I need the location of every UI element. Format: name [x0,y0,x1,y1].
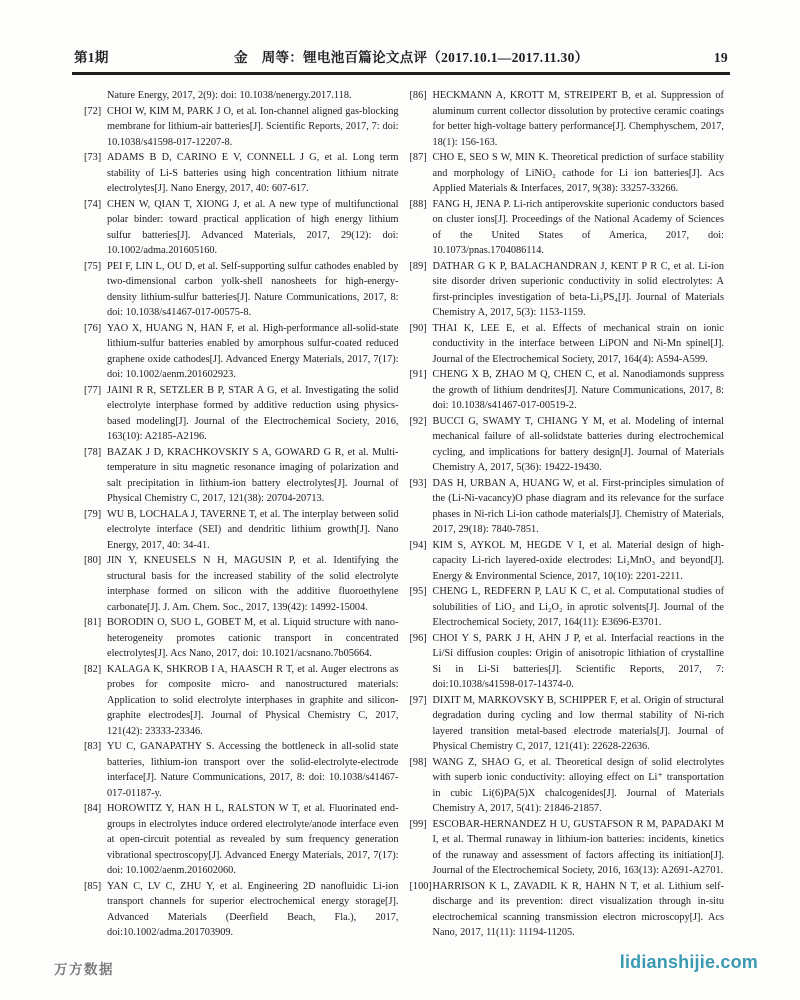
reference-item [410,321,725,368]
reference-item [84,507,399,554]
reference-item [84,879,399,941]
references-column-left [84,88,399,941]
reference-number: [100] [409,880,432,892]
reference-item [410,197,725,259]
references-section [84,88,724,941]
reference-number: [76] [84,322,102,334]
reference-item [84,197,399,259]
wanfang-data-watermark: 万方数据 [54,962,114,977]
reference-number: [98] [409,756,427,768]
reference-item [84,104,399,151]
reference-number: [91] [409,369,427,380]
reference-text: THAI K, LEE E, et al. Effects of mechanical strain on ionic conductivity in the interface between LiPON and Ni-Mn spinel[J]. Journal of the Electrochemical Society, 2017, 164(4): A594-A599. [432,322,724,365]
reference-text: YAN C, LV C, ZHU Y, et al. Engineering 2D nanofluidic Li-ion transport channels for superior electrochemical energy storage[J]. Advanced Materials (Deerfield Beach, Fla.), 2017, doi:10.1002/adma.201703909. [107,880,399,938]
reference-text: DATHAR G K P, BALACHANDRAN J, KENT P R C, et al. Li-ion site disorder driven superionic conductivity in solid electrolytes: A first-principles investigation of beta-Li₃PS₄[J]. Journal of Materials Chemistry A, 2017, 5(3): 1153-1159. [432,260,724,318]
reference-item [410,631,725,693]
reference-text: YU C, GANAPATHY S. Accessing the bottleneck in all-solid state batteries, lithium-ion transport over the solid-electrolyte-electrode interface[J]. Nature Communications, 2017, 8: doi: 10.1038/s41467-017-01187-y. [107,741,399,799]
reference-item [84,321,399,383]
reference-number: [77] [84,384,102,396]
reference-text: KIM S, AYKOL M, HEGDE V I, et al. Material design of high-capacity Li-rich layered-oxide electrodes: Li₂MnO₃ and beyond[J]. Energy & Environmental Science, 2017, 10(10): 2201-2211. [432,539,724,582]
reference-number: [73] [84,152,102,163]
reference-number: [86] [409,90,427,101]
reference-text: ADAMS B D, CARINO E V, CONNELL J G, et al. Long term stability of Li-S batteries using high concentration lithium nitrate electrolytes[J]. Nano Energy, 2017, 40: 607-617. [107,152,399,194]
reference-item [84,739,399,801]
reference-text: HARRISON K L, ZAVADIL K R, HAHN N T, et al. Lithium self-discharge and its prevention: direct visualization through in-situ electrochemical scanning transmission electron microscopy[J]. Acs Nano, 2017, 11(11): 11194-11205. [432,880,724,938]
reference-item [410,367,725,414]
reference-number: [88] [409,198,427,210]
journal-issue-label: 第1期 [74,50,109,65]
reference-number: [85] [84,880,102,892]
reference-item [410,259,725,321]
reference-item [410,538,725,585]
reference-text: DIXIT M, MARKOVSKY B, SCHIPPER F, et al. Origin of structural degradation during cycling and low thermal stability of Ni-rich layered transition metal-based electrode materials[J]. Journal of Physical Chemistry C, 2017, 121(41): 22628-22636. [432,694,724,752]
reference-item [410,414,725,476]
reference-text: JIN Y, KNEUSELS N H, MAGUSIN P, et al. Identifying the structural basis for the increased stability of the solid electrolyte interphase formed on silicon with the additive fluoroethylene carbonate[J]. J. Am. Chem. Soc., 2017, 139(42): 14992-15004. [107,555,399,613]
reference-number: [78] [84,446,102,458]
reference-number: [80] [84,555,102,566]
reference-text: BAZAK J D, KRACHKOVSKIY S A, GOWARD G R, et al. Multi-temperature in situ magnetic resonance imaging of polarization and salt precipitation in lithium-ion battery electrolytes[J]. Journal of Physical Chemistry C, 2017, 121(38): 20704-20713. [107,446,399,504]
reference-text: DAS H, URBAN A, HUANG W, et al. First-principles simulation of the (Li-Ni-vacancy)O phase diagram and its relevance for the surface phases in Ni-rich Li-ion cathode materials[J]. Chemistry of Materials, 2017, 29(18): 7840-7851. [432,477,724,535]
reference-item [410,150,725,197]
reference-text: CHOI W, KIM M, PARK J O, et al. Ion-channel aligned gas-blocking membrane for lithium-air batteries[J]. Scientific Reports, 2017, 7: doi: 10.1038/s41598-017-12207-8. [107,105,399,148]
reference-number: [74] [84,198,102,210]
reference-item [410,693,725,755]
reference-item [410,476,725,538]
reference-number: [75] [84,260,102,272]
reference-number: [99] [409,818,427,830]
reference-number: [92] [409,415,427,427]
references-column-right [410,88,725,941]
reference-item [84,88,399,104]
reference-number: [83] [84,741,102,752]
reference-text: BUCCI G, SWAMY T, CHIANG Y M, et al. Modeling of internal mechanical failure of all-solidstate batteries during electrochemical cycling, and implications for battery design[J]. Journal of Materials Chemistry A, 2017, 5(36): 19422-19430. [432,415,724,473]
header-rule-divider [72,72,730,75]
reference-text: FANG H, JENA P. Li-rich antiperovskite superionic conductors based on cluster ions[J]. Proceedings of the National Academy of Sciences of the United States of America, 2017, doi: 10.1073/pnas.1704086114. [432,198,724,256]
reference-text: CHENG X B, ZHAO M Q, CHEN C, et al. Nanodiamonds suppress the growth of lithium dendrites[J]. Nature Communications, 2017, 8: doi: 10.1038/s41467-017-00519-2. [432,369,724,411]
reference-text: ESCOBAR-HERNANDEZ H U, GUSTAFSON R M, PAPADAKI M I, et al. Thermal runaway in lithium-ion batteries: incidents, kinetics of the runaway and assessment of factors affecting its initiation[J]. Journal of the Electrochemical Society, 2016, 163(13): A2691-A2701. [432,818,724,876]
reference-number: [84] [84,803,102,814]
page-number: 19 [713,50,728,65]
reference-text: HOROWITZ Y, HAN H L, RALSTON W T, et al. Fluorinated end-groups in electrolytes induce ordered electrolyte/anode interface even at open-circuit potential as revealed by sum frequency generation vibrational spectroscopy[J]. Advanced Energy Materials, 2017, 7(17): doi: 10.1002/aenm.201602060. [107,803,399,876]
reference-number: [72] [84,105,102,117]
reference-item [410,88,725,150]
reference-item [84,662,399,740]
reference-number: [81] [84,617,102,628]
reference-number: [97] [409,694,427,706]
reference-number: [90] [409,322,427,334]
reference-text: CHO E, SEO S W, MIN K. Theoretical prediction of surface stability and morphology of LiNiO₂ cathode for Li ion batteries[J]. Acs Applied Materials & Interfaces, 2017, 9(38): 33257-33266. [432,152,724,194]
reference-text: CHENG L, REDFERN P, LAU K C, et al. Computational studies of solubilities of LiO₂ and Li₂O₂ in aprotic solvents[J]. Journal of the Electrochemical Society, 2017, 164(11): E3696-E3701. [432,586,724,628]
reference-text: CHOI Y S, PARK J H, AHN J P, et al. Interfacial reactions in the Li/Si diffusion couples: Origin of anisotropic lithiation of crystalline Si in Li-Si batteries[J]. Scientific Reports, 2017, 7: doi:10.1038/s41598-017-14374-0. [432,632,724,690]
reference-item [410,584,725,631]
reference-item [84,615,399,662]
reference-number: [87] [409,152,427,163]
reference-number: [94] [409,539,427,551]
reference-number: [96] [409,632,427,644]
reference-number: [79] [84,508,102,520]
reference-item [410,755,725,817]
reference-text: HECKMANN A, KROTT M, STREIPERT B, et al. Suppression of aluminum current collector dissolution by protective ceramic coatings for better high-voltage battery performance[J]. Chemphyschem, 2017, 18(1): 156-163. [432,90,724,148]
reference-item [84,259,399,321]
reference-text: PEI F, LIN L, OU D, et al. Self-supporting sulfur cathodes enabled by two-dimensional carbon yolk-shell nanosheets for high-energy-density lithium-sulfur batteries[J]. Nature Communications, 2017, 8: doi: 10.1038/s41467-017-00575-8. [107,260,399,318]
website-watermark: lidianshijie.com [619,952,758,972]
reference-text: BORODIN O, SUO L, GOBET M, et al. Liquid structure with nano-heterogeneity promotes cationic transport in concentrated electrolytes[J]. Acs Nano, 2017, doi: 10.1021/acsnano.7b05664. [107,617,399,659]
reference-item [410,817,725,879]
reference-text: WU B, LOCHALA J, TAVERNE T, et al. The interplay between solid electrolyte interface (SEI) and dendritic lithium growth[J]. Nano Energy, 2017, 40: 34-41. [107,508,399,551]
reference-text: Nature Energy, 2017, 2(9): doi: 10.1038/nenergy.2017.118. [107,90,352,101]
reference-text: JAINI R R, SETZLER B P, STAR A G, et al. Investigating the solid electrolyte interphase formed by additive reduction using physics-based modeling[J]. Journal of the Electrochemical Society, 2016, 163(10): A2185-A2196. [107,384,399,442]
reference-item [84,150,399,197]
reference-item [410,879,725,941]
reference-text: YAO X, HUANG N, HAN F, et al. High-performance all-solid-state lithium-sulfur batteries enabled by amorphous sulfur-coated reduced graphene oxide cathodes[J]. Advanced Energy Materials, 2017, 7(17): doi: 10.1002/aenm.201602923. [107,322,399,380]
reference-text: WANG Z, SHAO G, et al. Theoretical design of solid electrolytes with superb ionic conductivity: alloying effect on Li⁺ transportation in cubic Li(6)PA(5)X chalcogenides[J]. Journal of Materials Chemistry A, 2017, 5(41): 21846-21857. [432,756,724,814]
reference-number: [95] [409,586,427,597]
page-header [74,46,728,66]
reference-text: CHEN W, QIAN T, XIONG J, et al. A new type of multifunctional polar binder: toward practical application of high energy lithium sulfur batteries[J]. Advanced Materials, 2017, 29(12): doi: 10.1002/adma.201605160. [107,198,399,256]
reference-number: [93] [409,477,427,489]
reference-number: [89] [409,260,427,272]
reference-text: KALAGA K, SHKROB I A, HAASCH R T, et al. Auger electrons as probes for composite micro- and nanostructured materials: Application to solid electrolyte interphases in graphite and silicon-graphite electrodes[J]. Journal of Physical Chemistry C, 2017, 121(42): 23333-23346. [107,663,399,737]
reference-item [84,801,399,879]
reference-item [84,445,399,507]
reference-item [84,553,399,615]
running-title: 金 周等：锂电池百篇论文点评（2017.10.1—2017.11.30） [234,50,589,65]
reference-item [84,383,399,445]
reference-number: [82] [84,663,102,675]
